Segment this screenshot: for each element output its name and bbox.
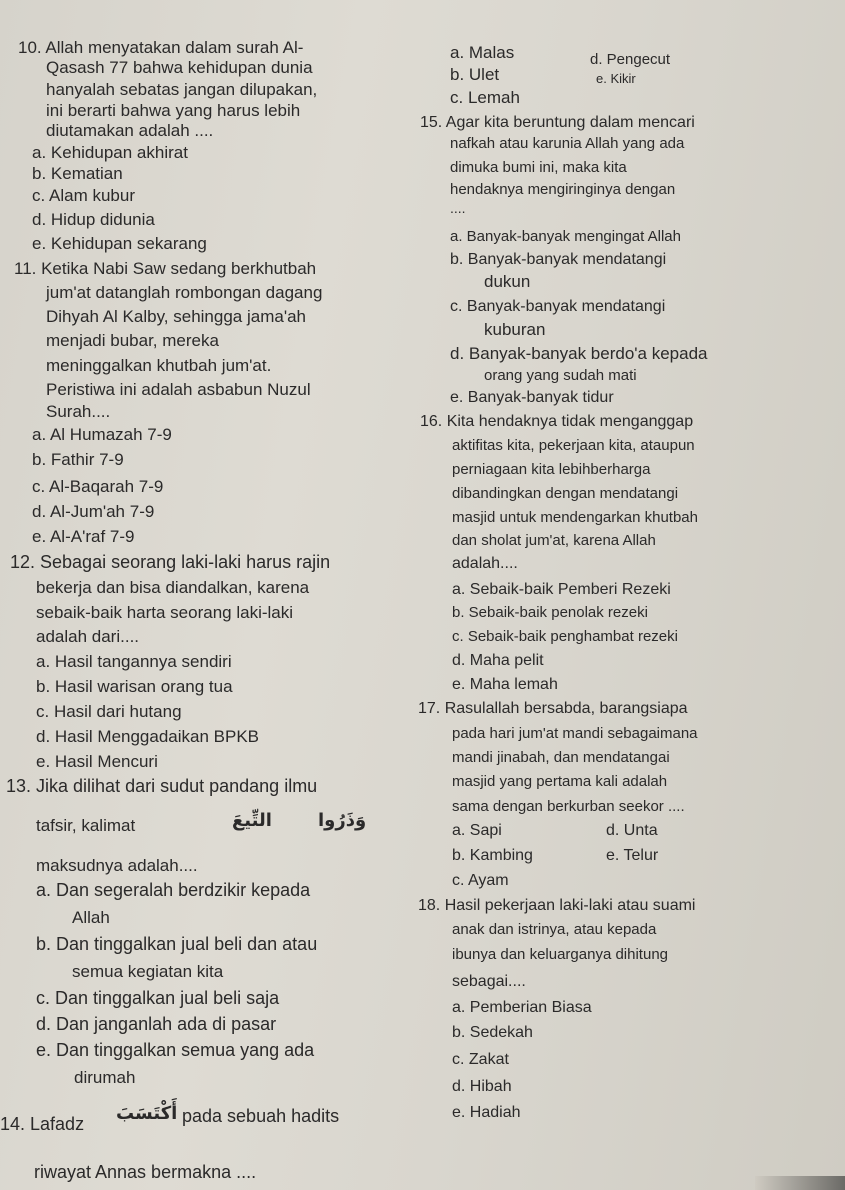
q18-option: b. Sedekah (452, 1024, 533, 1041)
q12-option: d. Hasil Menggadaikan BPKB (36, 727, 260, 746)
q16-line: dibandingkan dengan mendatangi (452, 485, 679, 502)
q12-line: sebaik-baik harta seorang laki-laki (36, 603, 294, 622)
q16-line: 16. Kita hendaknya tidak menganggap (420, 413, 694, 430)
q13-line: tafsir, kalimat (36, 816, 136, 835)
q13-option: d. Dan janganlah ada di pasar (36, 1014, 277, 1034)
q12-option: a. Hasil tangannya sendiri (36, 652, 232, 671)
q12-line: 12. Sebagai seorang laki-laki harus rajin (10, 552, 331, 572)
q17-option: b. Kambing (452, 847, 533, 864)
q11-option: d. Al-Jum'ah 7-9 (32, 502, 155, 521)
q11-option: b. Fathir 7-9 (32, 450, 124, 469)
q13-line: maksudnya adalah.... (36, 856, 198, 875)
q13-arabic-word: التِّيعَ (232, 810, 272, 831)
q10-option: d. Hidup didunia (32, 210, 155, 229)
q11-line: Surah.... (46, 402, 111, 421)
q16-line: adalah.... (452, 555, 518, 572)
q15-option: c. Banyak-banyak mendatangi (450, 298, 666, 315)
q15-line: dimuka bumi ini, maka kita (450, 159, 627, 176)
q15-option: kuburan (484, 320, 546, 339)
q17-line: sama dengan berkurban seekor .... (452, 798, 685, 815)
q15-option: a. Banyak-banyak mengingat Allah (450, 228, 681, 245)
q15-line: nafkah atau karunia Allah yang ada (450, 135, 685, 152)
q16-option: d. Maha pelit (452, 652, 544, 669)
q10-option: e. Kehidupan sekarang (32, 234, 207, 253)
q10-option: a. Kehidupan akhirat (32, 143, 188, 162)
q11-line: Peristiwa ini adalah asbabun Nuzul (46, 380, 311, 399)
q18-option: e. Hadiah (452, 1104, 521, 1121)
q17-line: masjid yang pertama kali adalah (452, 773, 668, 790)
q12-line: bekerja dan bisa diandalkan, karena (36, 578, 310, 597)
q14-line: 14. Lafadz (0, 1114, 85, 1134)
q17-line: 17. Rasulallah bersabda, barangsiapa (418, 700, 688, 717)
q13-option: semua kegiatan kita (72, 962, 224, 981)
q17-line: pada hari jum'at mandi sebagaimana (452, 725, 698, 742)
q13-line: 13. Jika dilihat dari sudut pandang ilmu (6, 776, 318, 796)
q15-line: .... (450, 200, 466, 216)
q18-option: c. Zakat (452, 1051, 509, 1068)
q13-option: a. Dan segeralah berdzikir kepada (36, 880, 311, 900)
q10-option: e. Kikir (596, 71, 636, 86)
q14-line: riwayat Annas bermakna .... (34, 1162, 257, 1182)
q11-line: meninggalkan khutbah jum'at. (46, 356, 272, 375)
q10-option: d. Pengecut (590, 51, 671, 68)
q18-option: a. Pemberian Biasa (452, 999, 592, 1016)
q10-option: b. Kematian (32, 164, 123, 183)
q13-option: b. Dan tinggalkan jual beli dan atau (36, 934, 318, 954)
q16-line: perniagaan kita lebihberharga (452, 461, 651, 478)
q16-option: c. Sebaik-baik penghambat rezeki (452, 628, 678, 645)
q15-option: b. Banyak-banyak mendatangi (450, 251, 667, 268)
q17-option: d. Unta (606, 822, 658, 839)
q15-option: orang yang sudah mati (484, 367, 637, 384)
q10-line: hanyalah sebatas jangan dilupakan, (46, 80, 318, 99)
q10-line: Qasash 77 bahwa kehidupan dunia (46, 58, 313, 77)
q13-option: dirumah (74, 1068, 136, 1087)
q15-line: 15. Agar kita beruntung dalam mencari (420, 114, 695, 131)
q13-arabic-word: وَذَرُوا (318, 810, 367, 831)
q15-line: hendaknya mengiringinya dengan (450, 181, 676, 198)
q15-option: e. Banyak-banyak tidur (450, 389, 614, 406)
q11-line: Dihyah Al Kalby, sehingga jama'ah (46, 307, 306, 326)
q18-line: 18. Hasil pekerjaan laki-laki atau suami (418, 897, 696, 914)
q10-option: c. Lemah (450, 88, 520, 107)
q10-option: b. Ulet (450, 65, 500, 84)
q16-line: aktifitas kita, pekerjaan kita, ataupun (452, 437, 695, 454)
q10-option: a. Malas (450, 43, 515, 62)
q18-line: sebagai.... (452, 973, 526, 990)
q18-option: d. Hibah (452, 1078, 512, 1095)
q17-option: e. Telur (606, 847, 659, 864)
q10-option: c. Alam kubur (32, 186, 135, 205)
q14-arabic-word: أَكْتَسَبَ (116, 1103, 178, 1124)
q10-line: diutamakan adalah .... (46, 121, 214, 140)
q15-option: dukun (484, 272, 531, 291)
q10-line: ini berarti bahwa yang harus lebih (46, 101, 301, 120)
q11-option: e. Al-A'raf 7-9 (32, 527, 135, 546)
q16-option: e. Maha lemah (452, 676, 558, 693)
q16-option: a. Sebaik-baik Pemberi Rezeki (452, 581, 671, 598)
q17-line: mandi jinabah, dan mendatangai (452, 749, 670, 766)
q11-option: a. Al Humazah 7-9 (32, 425, 172, 444)
q17-option: c. Ayam (452, 872, 509, 889)
q15-option: d. Banyak-banyak berdo'a kepada (450, 344, 708, 363)
q12-line: adalah dari.... (36, 627, 140, 646)
q14-line: pada sebuah hadits (182, 1106, 340, 1126)
q16-option: b. Sebaik-baik penolak rezeki (452, 604, 648, 621)
q17-option: a. Sapi (452, 822, 502, 839)
q16-line: dan sholat jum'at, karena Allah (452, 532, 656, 549)
q12-option: c. Hasil dari hutang (36, 702, 182, 721)
q11-option: c. Al-Baqarah 7-9 (32, 477, 164, 496)
q16-line: masjid untuk mendengarkan khutbah (452, 509, 698, 526)
q18-line: ibunya dan keluarganya dihitung (452, 946, 668, 963)
q11-line: jum'at datanglah rombongan dagang (46, 283, 323, 302)
q11-line: 11. Ketika Nabi Saw sedang berkhutbah (14, 259, 317, 278)
q12-option: e. Hasil Mencuri (36, 752, 158, 771)
page-corner-shadow (755, 1176, 845, 1190)
q13-option: Allah (72, 908, 110, 927)
q13-option: e. Dan tinggalkan semua yang ada (36, 1040, 315, 1060)
q11-line: menjadi bubar, mereka (46, 331, 219, 350)
q18-line: anak dan istrinya, atau kepada (452, 921, 657, 938)
q10-line: 10. Allah menyatakan dalam surah Al- (18, 38, 304, 57)
q12-option: b. Hasil warisan orang tua (36, 677, 233, 696)
q13-option: c. Dan tinggalkan jual beli saja (36, 988, 280, 1008)
